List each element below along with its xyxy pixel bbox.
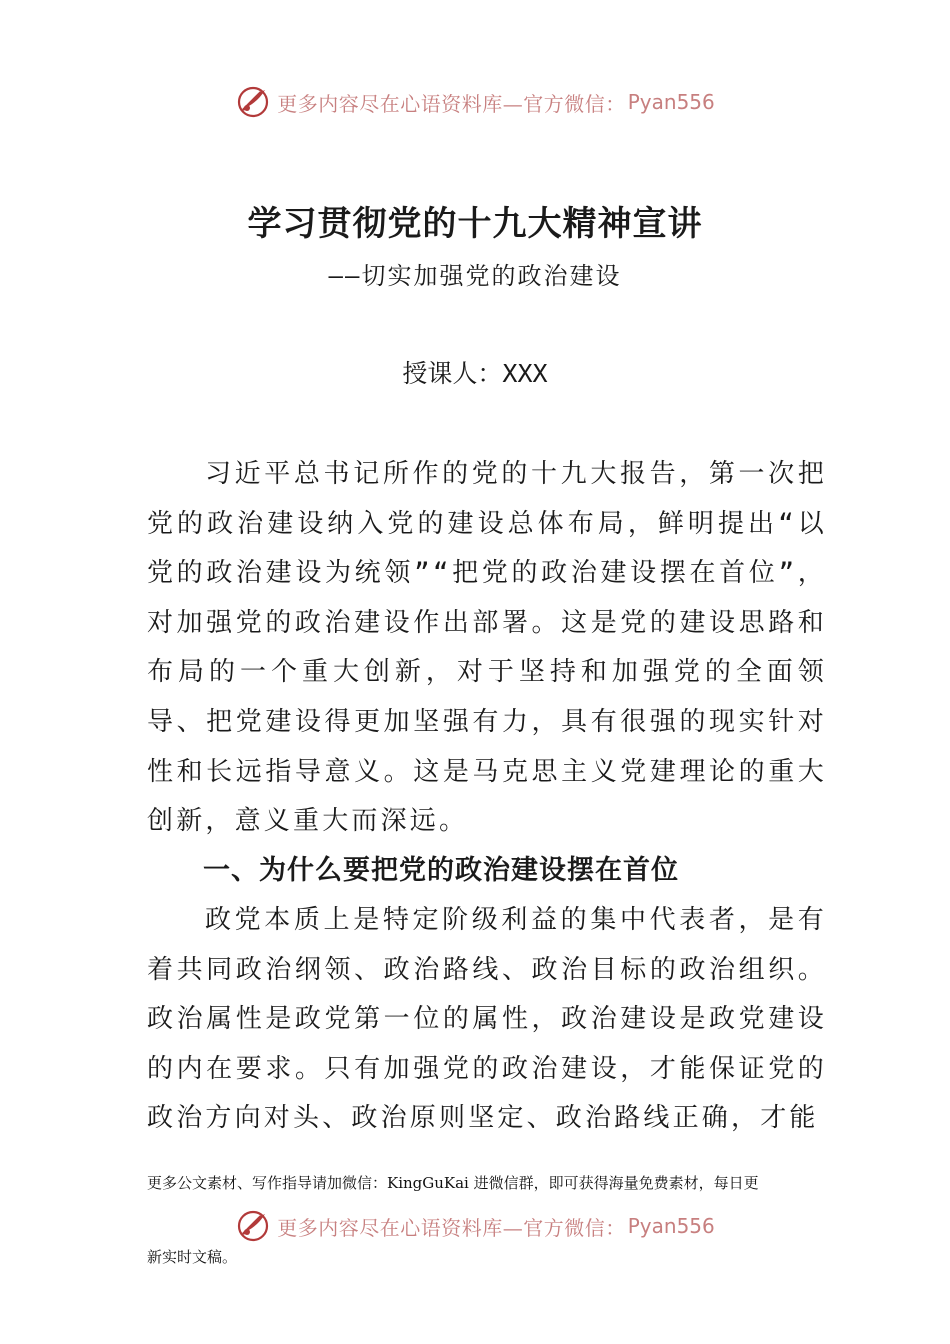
- quill-logo-icon: [235, 84, 271, 120]
- header-watermark-banner: [0, 84, 950, 120]
- lecturer-line: 授课人：XXX: [402, 359, 548, 388]
- document-subtitle: ——切实加强党的政治建设: [328, 262, 622, 290]
- footer-note-line-1: 更多公文素材、写作指导请加微信：KingGuKai 进微信群，即可获得海量免费素材，每日更: [147, 1174, 759, 1192]
- quill-logo-icon: [235, 1208, 271, 1244]
- banner-text: 更多内容尽在心语资料库—官方微信：: [277, 91, 626, 116]
- footer-watermark-banner: [0, 1208, 950, 1244]
- banner-text: 更多内容尽在心语资料库—官方微信：: [277, 1215, 626, 1240]
- document-title: 学习贯彻党的十九大精神宣讲: [247, 204, 703, 244]
- banner-wechat-id: Pyan556: [627, 1214, 715, 1238]
- footer-note-line-2: 新实时文稿。: [147, 1248, 238, 1266]
- body-paragraph-2: 政党本质上是特定阶级利益的集中代表者，是有着共同政治纲领、政治路线、政治目标的政治组织。政治属性是政党第一位的属性，政治建设是政党建设的内在要求。只有加强党的政治建设，才能保证党的政治方向对头、政治原则坚定、政治路线正确，才能: [147, 905, 827, 1134]
- body-paragraph-1: 习近平总书记所作的党的十九大报告，第一次把党的政治建设纳入党的建设总体布局，鲜明提出“以党的政治建设为统领”“把党的政治建设摆在首位”，对加强党的政治建设作出部署。这是党的建设思路和布局的一个重大创新，对于坚持和加强党的全面领导、把党建设得更加坚强有力，具有很强的现实针对性和长远指导意义。这是马克思主义党建理论的重大创新，意义重大而深远。: [147, 459, 827, 837]
- banner-wechat-id: Pyan556: [627, 90, 715, 114]
- section-heading-1: 一、为什么要把党的政治建设摆在首位: [203, 855, 679, 886]
